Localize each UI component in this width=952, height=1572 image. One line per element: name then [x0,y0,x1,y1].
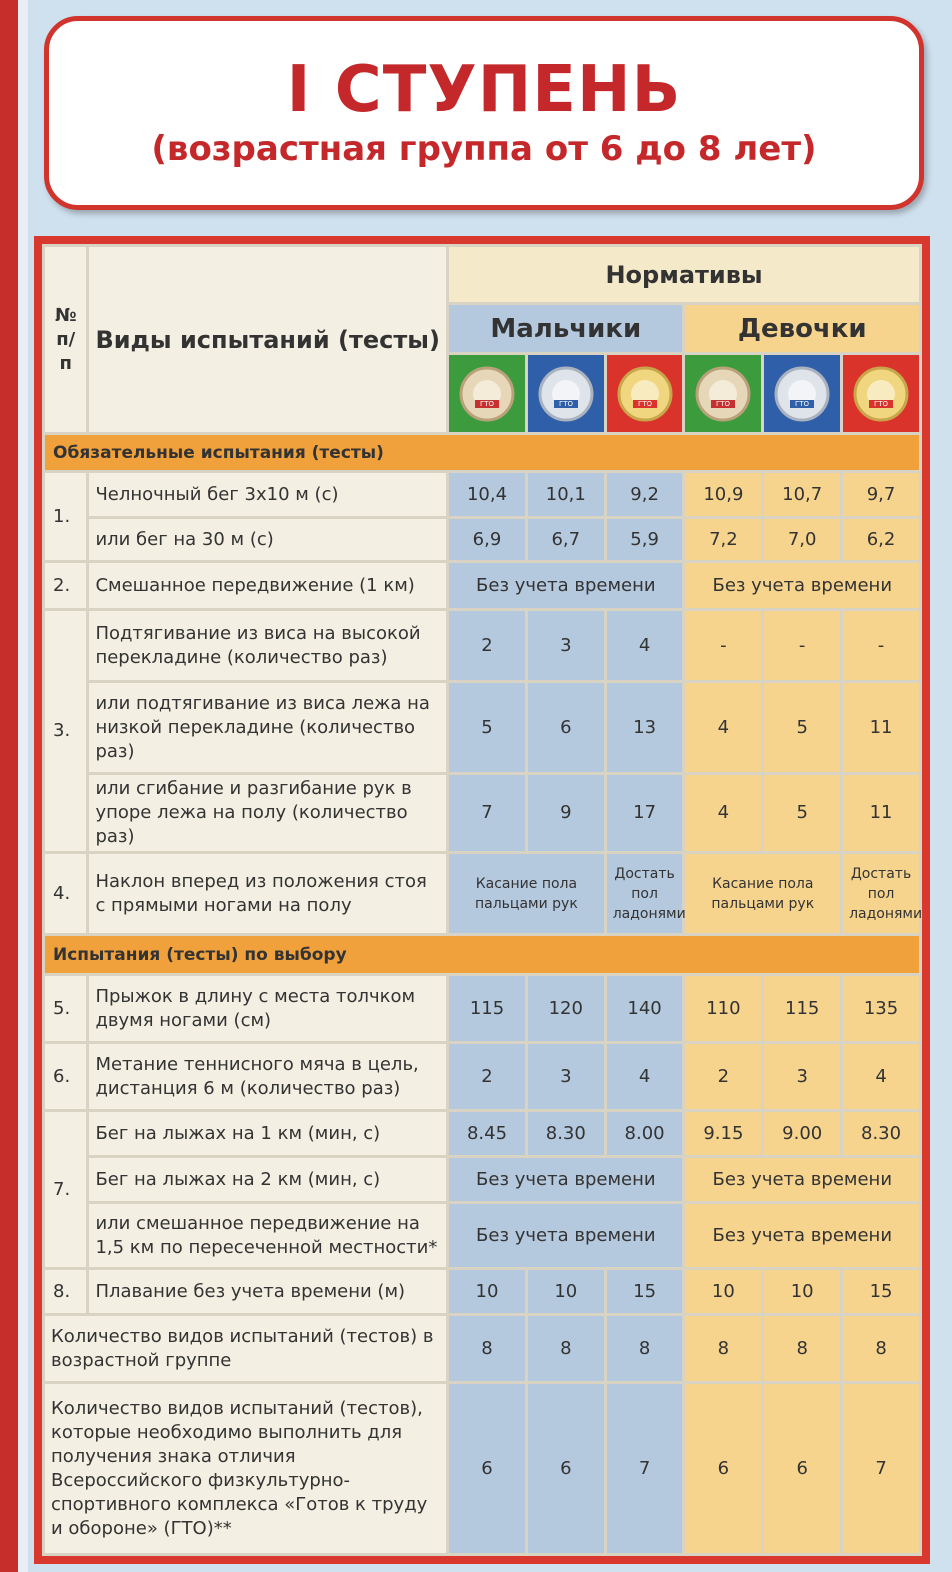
test-name: или смешанное передвижение на 1,5 км по пересеченной местности* [88,1203,448,1269]
value-cell: - [684,610,763,682]
badge-silver-girls-cell [763,354,842,434]
value-cell: 5 [763,774,842,853]
badge-gold-girls-cell [842,354,921,434]
table-row [44,472,921,518]
value-cell: 2 [684,1043,763,1111]
col-norms-header: Нормативы [448,246,921,304]
table-row [44,1269,921,1315]
value-cell: 4 [684,774,763,853]
value-cell: 10,7 [763,472,842,518]
table-row [44,518,921,562]
value-cell: 4 [684,682,763,774]
gto-badge-icon [615,364,675,424]
test-name: Плавание без учета времени (м) [88,1269,448,1315]
value-cell: 10 [763,1269,842,1315]
background-stripe [0,0,18,1572]
value-cell: 9,2 [605,472,684,518]
boys-value-merged: Без учета времени [448,1157,684,1203]
value-cell: 8 [842,1315,921,1383]
svg-text:ГТО: ГТО [479,399,495,408]
value-cell: 6 [763,1383,842,1555]
col-boys-header: Мальчики [448,304,684,354]
col-no-header: № п/п [44,246,88,434]
test-name: или подтягивание из виса лежа на низкой перекладине (количество раз) [88,682,448,774]
value-cell: 8 [684,1315,763,1383]
table-row [44,562,921,610]
badge-bronze-boys-cell [448,354,527,434]
value-cell: 9 [526,774,605,853]
boys-value-merged: Без учета времени [448,562,684,610]
value-cell: 15 [605,1269,684,1315]
svg-text:ГТО: ГТО [795,399,810,408]
value-cell: 11 [842,774,921,853]
section-mandatory-label: Обязательные испытания (тесты) [44,434,921,472]
value-cell: 8.30 [526,1111,605,1157]
row-number: 1. [44,472,88,562]
value-cell: 5,9 [605,518,684,562]
value-cell: 5 [448,682,527,774]
boys-touch-floor: Касание пола пальцами рук [448,853,606,935]
table-row [44,1203,921,1269]
table-row [44,853,921,935]
girls-value-merged: Без учета времени [684,1203,921,1269]
value-cell: 140 [605,975,684,1043]
value-cell: 110 [684,975,763,1043]
girls-value-merged: Без учета времени [684,562,921,610]
row-number: 5. [44,975,88,1043]
gto-badge-icon [693,364,753,424]
value-cell: 3 [526,610,605,682]
table-row [44,1383,921,1555]
test-name: Подтягивание из виса на высокой перекладине (количество раз) [88,610,448,682]
value-cell: 9,7 [842,472,921,518]
value-cell: 7,2 [684,518,763,562]
value-cell: 10,4 [448,472,527,518]
value-cell: 120 [526,975,605,1043]
badge-gold-boys-cell [605,354,684,434]
value-cell: 8 [526,1315,605,1383]
table-row [44,1043,921,1111]
badge-silver-boys-cell [526,354,605,434]
test-name: Метание теннисного мяча в цель, дистанция 6 м (количество раз) [88,1043,448,1111]
gto-badge-icon [851,364,911,424]
value-cell: 5 [763,682,842,774]
value-cell: - [763,610,842,682]
page-title: I СТУПЕНЬ [286,53,682,127]
value-cell: 9.00 [763,1111,842,1157]
value-cell: 10 [448,1269,527,1315]
page-subtitle: (возрастная группа от 6 до 8 лет) [151,129,817,169]
test-name: Смешанное передвижение (1 км) [88,562,448,610]
row-number: 4. [44,853,88,935]
row-number: 6. [44,1043,88,1111]
table-row [44,975,921,1043]
value-cell: 10 [684,1269,763,1315]
value-cell: 15 [842,1269,921,1315]
value-cell: 10,1 [526,472,605,518]
value-cell: 7 [842,1383,921,1555]
value-cell: 6,7 [526,518,605,562]
value-cell: 4 [605,610,684,682]
value-cell: 7 [605,1383,684,1555]
value-cell: 10 [526,1269,605,1315]
svg-text:ГТО: ГТО [874,399,889,408]
background-stripe-light [18,0,28,1572]
value-cell: 3 [526,1043,605,1111]
value-cell: 9.15 [684,1111,763,1157]
row-number: 8. [44,1269,88,1315]
table-row [44,610,921,682]
value-cell: - [842,610,921,682]
value-cell: 6,9 [448,518,527,562]
value-cell: 135 [842,975,921,1043]
test-name: Челночный бег 3х10 м (с) [88,472,448,518]
value-cell: 115 [763,975,842,1043]
value-cell: 3 [763,1043,842,1111]
col-tests-header: Виды испытаний (тесты) [88,246,448,434]
value-cell: 2 [448,1043,527,1111]
value-cell: 13 [605,682,684,774]
row-number: 3. [44,610,88,853]
test-name: или сгибание и разгибание рук в упоре лежа на полу (количество раз) [88,774,448,853]
value-cell: 11 [842,682,921,774]
value-cell: 6 [684,1383,763,1555]
value-cell: 6,2 [842,518,921,562]
value-cell: 6 [526,1383,605,1555]
test-name: Бег на лыжах на 2 км (мин, с) [88,1157,448,1203]
value-cell: 8.00 [605,1111,684,1157]
norms-table [42,244,922,1556]
girls-touch-floor: Касание пола пальцами рук [684,853,842,935]
test-name: Наклон вперед из положения стоя с прямыми ногами на полу [88,853,448,935]
row-number: 2. [44,562,88,610]
value-cell: 2 [448,610,527,682]
value-cell: 4 [605,1043,684,1111]
value-cell: 7 [448,774,527,853]
table-row [44,1157,921,1203]
row-number: 7. [44,1111,88,1269]
svg-text:ГТО: ГТО [558,399,573,408]
svg-text:ГТО: ГТО [716,399,731,408]
table-row [44,1111,921,1157]
value-cell: 8.45 [448,1111,527,1157]
value-cell: 6 [448,1383,527,1555]
test-name: Бег на лыжах на 1 км (мин, с) [88,1111,448,1157]
summary-label: Количество видов испытаний (тестов) в возрастной группе [44,1315,448,1383]
value-cell: 17 [605,774,684,853]
gto-badge-icon [536,364,596,424]
girls-value-merged: Без учета времени [684,1157,921,1203]
gto-badge-icon [772,364,832,424]
value-cell: 8 [448,1315,527,1383]
section-row-optional [44,935,921,975]
table-row [44,1315,921,1383]
boys-value-merged: Без учета времени [448,1203,684,1269]
norms-panel [34,236,930,1564]
value-cell: 10,9 [684,472,763,518]
value-cell: 7,0 [763,518,842,562]
test-name: Прыжок в длину с места толчком двумя ногами (см) [88,975,448,1043]
value-cell: 8 [605,1315,684,1383]
svg-text:ГТО: ГТО [637,399,652,408]
summary-label: Количество видов испытаний (тестов), которые необходимо выполнить для получения знака отличия Всероссийского физкультурно-спортивного комплекса «Готов к труду и обороне» (ГТО)** [44,1383,448,1555]
girls-reach-floor: Достать пол ладонями [842,853,921,935]
value-cell: 8.30 [842,1111,921,1157]
badge-bronze-girls-cell [684,354,763,434]
value-cell: 6 [526,682,605,774]
header-card [44,16,924,210]
boys-reach-floor: Достать пол ладонями [605,853,684,935]
header-row-norms [44,246,921,304]
value-cell: 4 [842,1043,921,1111]
gto-badge-icon [457,364,517,424]
value-cell: 8 [763,1315,842,1383]
test-name: или бег на 30 м (с) [88,518,448,562]
value-cell: 115 [448,975,527,1043]
table-row [44,682,921,774]
section-row-mandatory [44,434,921,472]
section-optional-label: Испытания (тесты) по выбору [44,935,921,975]
col-girls-header: Девочки [684,304,921,354]
table-row [44,774,921,853]
